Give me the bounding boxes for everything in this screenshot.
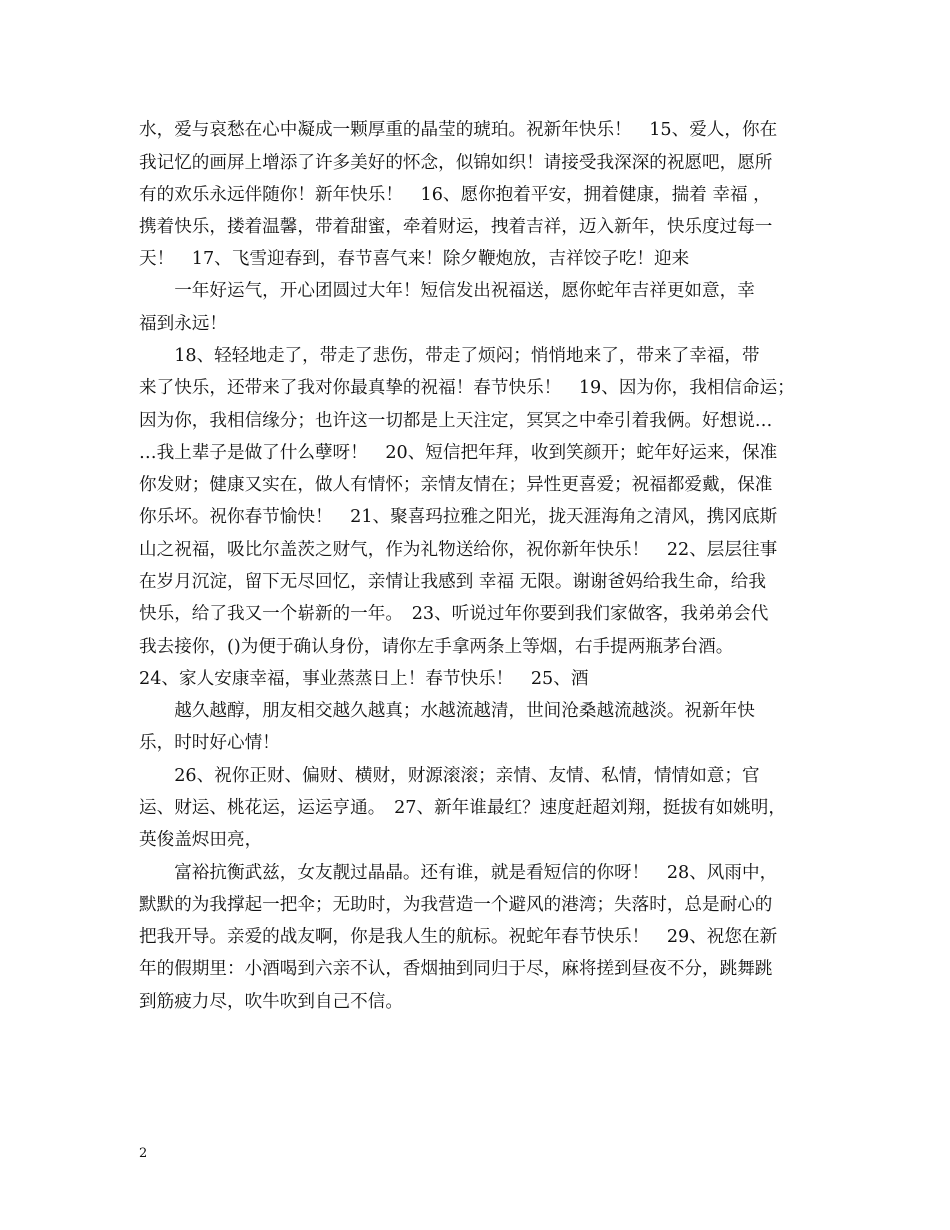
text-line: 到筋疲力尽，吹牛吹到自己不信。 [139, 992, 403, 1012]
page-number: 2 [139, 1146, 148, 1161]
text-line: 24、家人安康幸福，事业蒸蒸日上！春节快乐！ 25、酒 [139, 669, 589, 689]
text-line: 把我开导。亲爱的战友啊，你是我人生的航标。祝蛇年春节快乐！ 29、祝您在新 [139, 927, 778, 947]
text-line: 天！ 17、飞雪迎春到，春节喜气来！除夕鞭炮放，吉祥饺子吃！迎来 [139, 249, 690, 269]
text-line: 年的假期里：小酒喝到六亲不认，香烟抽到同归于尽，麻将搓到昼夜不分，跳舞跳 [139, 959, 773, 979]
text-line: …我上辈子是做了什么孽呀！ 20、短信把年拜，收到笑颜开；蛇年好运来，保准 [139, 443, 778, 463]
text-line: 快乐，给了我又一个崭新的一年。 23、听说过年你要到我们家做客，我弟弟会代 [139, 604, 769, 624]
text-line: 水，爱与哀愁在心中凝成一颗厚重的晶莹的琥珀。祝新年快乐！ 15、爱人，你在 [139, 120, 778, 140]
text-line: 越久越醇，朋友相交越久越真；水越流越清，世间沧桑越流越淡。祝新年快 [139, 701, 755, 721]
text-line: 乐，时时好心情！ [139, 733, 280, 753]
text-line: 来了快乐，还带来了我对你最真挚的祝福！春节快乐！ 19、因为你，我相信命运； [139, 378, 795, 398]
text-line: 因为你，我相信缘分；也许这一切都是上天注定，冥冥之中牵引着我俩。好想说… [139, 411, 773, 431]
text-line: 18、轻轻地走了，带走了悲伤，带走了烦闷；悄悄地来了，带来了幸福，带 [139, 346, 760, 366]
text-line: 山之祝福，吸比尔盖茨之财气，作为礼物送给你，祝你新年快乐！ 22、层层往事 [139, 540, 778, 560]
text-line: 福到永远！ [139, 314, 227, 334]
text-line: 26、祝你正财、偏财、横财，财源滚滚；亲情、友情、私情，情情如意；官 [139, 766, 760, 786]
text-line: 英俊盖烬田亮， [139, 830, 263, 850]
text-line: 在岁月沉淀，留下无尽回忆，亲情让我感到 幸福 无限。谢谢爸妈给我生命，给我 [139, 572, 766, 592]
text-line: 富裕抗衡武兹，女友靓过晶晶。还有谁，就是看短信的你呀！ 28、风雨中， [139, 863, 778, 883]
text-line: 我去接你，()为便于确认身份，请你左手拿两条上等烟，右手提两瓶茅台酒。 [139, 637, 734, 657]
text-line: 你乐坏。祝你春节愉快！ 21、聚喜玛拉雅之阳光，拢天涯海角之清风，携冈底斯 [139, 507, 778, 527]
text-line: 运、财运、桃花运，运运亨通。 27、新年谁最红？速度赶超刘翔，挺拔有如姚明， [139, 798, 786, 818]
text-line: 默默的为我撑起一把伞；无助时，为我营造一个避风的港湾；失落时，总是耐心的 [139, 895, 773, 915]
text-line: 携着快乐，搂着温馨，带着甜蜜，牵着财运，拽着吉祥，迈入新年，快乐度过每一 [139, 217, 773, 237]
text-line: 你发财；健康又实在，做人有情怀；亲情友情在；异性更喜爱；祝福都爱戴，保准 [139, 475, 773, 495]
text-line: 我记忆的画屏上增添了许多美好的怀念，似锦如织！请接受我深深的祝愿吧，愿所 [139, 153, 773, 173]
text-line: 一年好运气，开心团圆过大年！短信发出祝福送，愿你蛇年吉祥更如意，幸 [139, 281, 755, 301]
text-line: 有的欢乐永远伴随你！新年快乐！ 16、愿你抱着平安，拥着健康，揣着 幸福 ， [139, 185, 771, 205]
